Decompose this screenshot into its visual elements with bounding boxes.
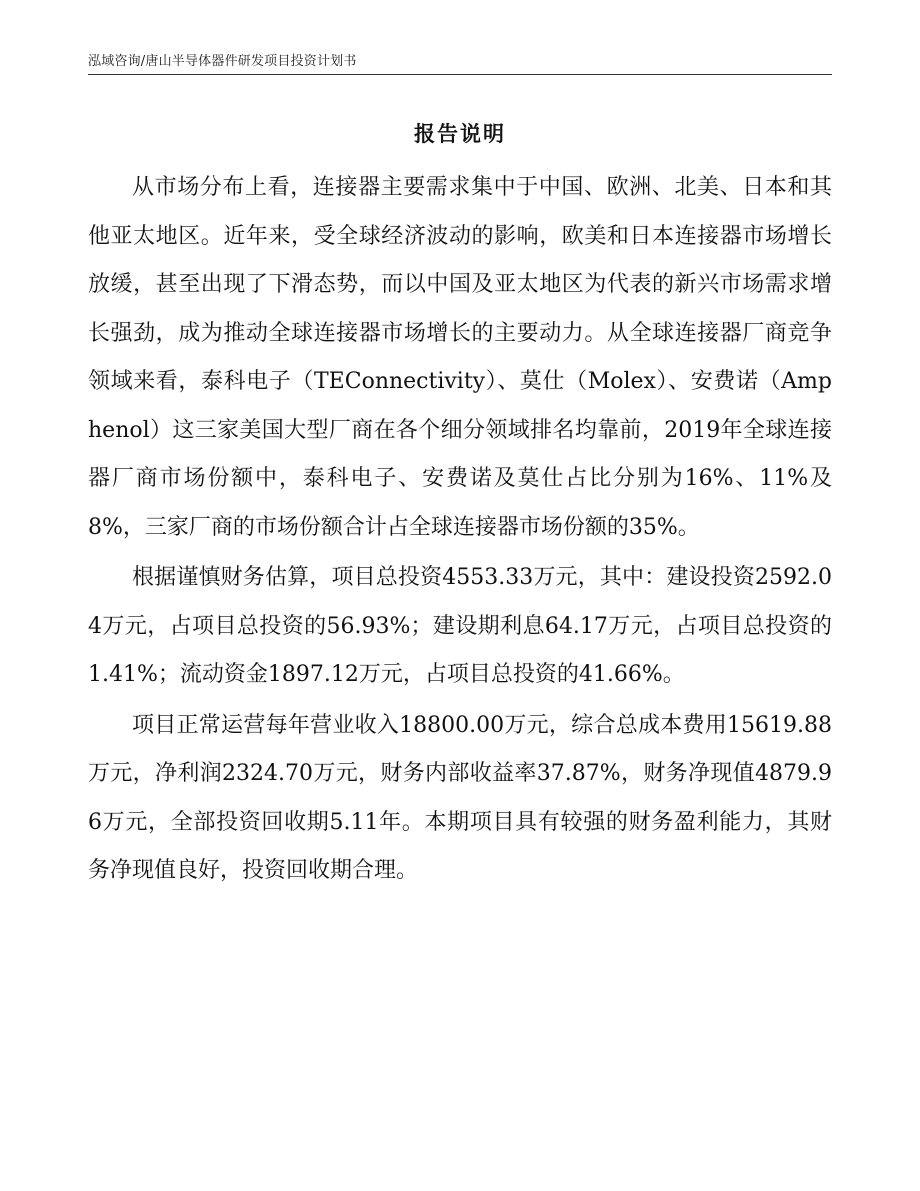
page-title: 报告说明 <box>414 122 506 146</box>
document-body <box>88 164 832 898</box>
paragraph-operating-revenue: 项目正常运营每年营业收入18800.00万元，综合总成本费用15619.88万元，净利润2324.70万元，财务内部收益率37.87%，财务净现值4879.96万元，全部投资回收期5.11年。本期项目具有较强的财务盈利能力，其财务净现值良好，投资回收期合理。 <box>88 712 832 883</box>
document-header-breadcrumb: 泓域咨询/唐山半导体器件研发项目投资计划书 <box>88 54 357 69</box>
header-divider <box>88 74 832 75</box>
paragraph-investment-estimate: 根据谨慎财务估算，项目总投资4553.33万元，其中：建设投资2592.04万元，占项目总投资的56.93%；建设期利息64.17万元，占项目总投资的1.41%；流动资金1897.12万元，占项目总投资的41.66%。 <box>88 565 832 687</box>
paragraph-market-distribution: 从市场分布上看，连接器主要需求集中于中国、欧洲、北美、日本和其他亚太地区。近年来，受全球经济波动的影响，欧美和日本连接器市场增长放缓，甚至出现了下滑态势，而以中国及亚太地区为代表的新兴市场需求增长强劲，成为推动全球连接器市场增长的主要动力。从全球连接器厂商竞争领域来看，泰科电子（TEConnectivity）、莫仕（Molex）、安费诺（Amphenol）这三家美国大型厂商在各个细分领域排名均靠前，2019年全球连接器厂商市场份额中，泰科电子、安费诺及莫仕占比分别为16%、11%及8%，三家厂商的市场份额合计占全球连接器市场份额的35%。 <box>88 175 832 540</box>
